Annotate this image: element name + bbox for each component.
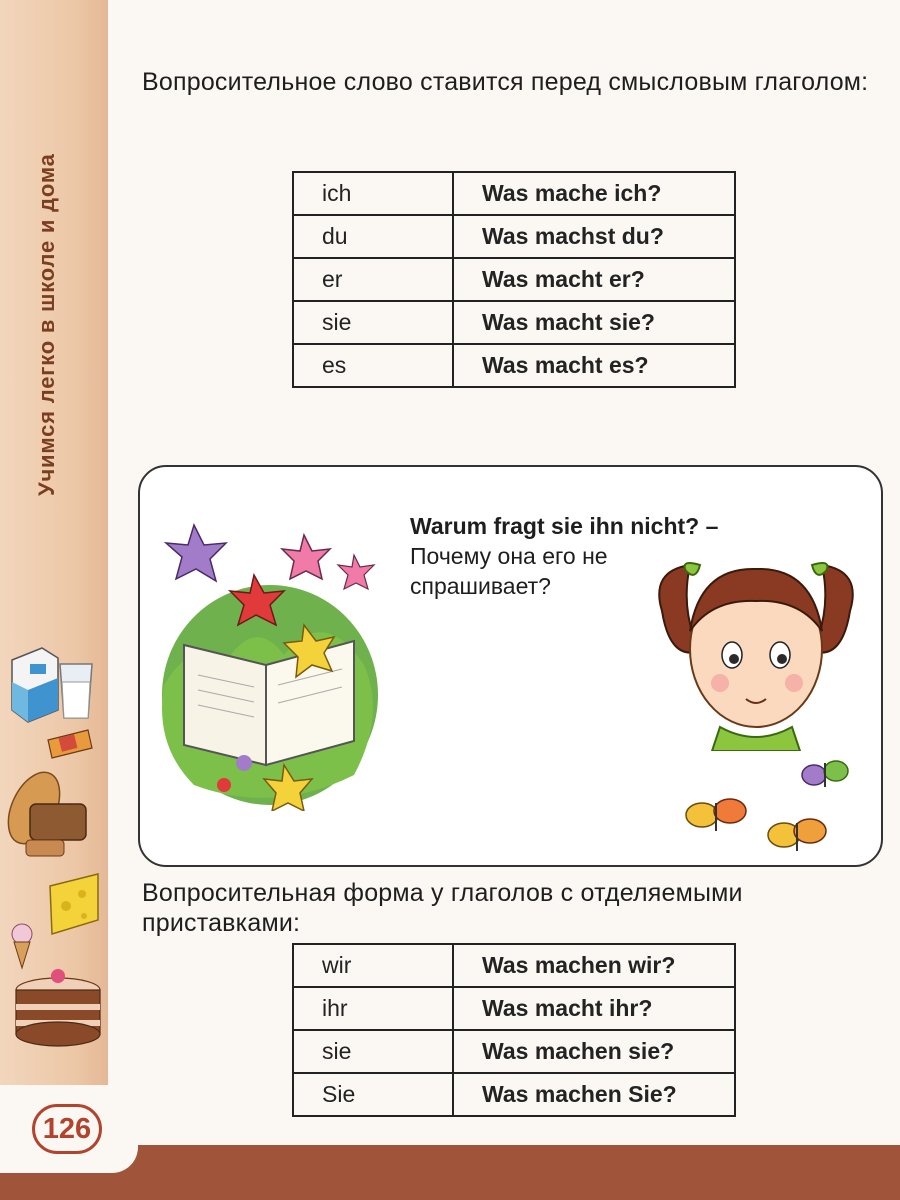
intro-paragraph-2: Вопросительная форма у глаголов с отделяемыми приставками:: [142, 879, 743, 937]
pronoun-cell: ihr: [293, 987, 453, 1030]
table-row: [293, 944, 735, 987]
bread-icon: [0, 764, 86, 856]
russian-translation-line-2: спрашивает?: [410, 573, 551, 599]
pronoun-cell: es: [293, 344, 453, 387]
page-number: 126: [32, 1104, 102, 1154]
butterfly-icon: [768, 819, 826, 851]
table-row: [293, 215, 735, 258]
side-stripe: [0, 0, 108, 1200]
pronoun-cell: ich: [293, 172, 453, 215]
cheese-icon: [50, 874, 98, 934]
book-flowers-illustration: [154, 515, 386, 811]
pronoun-cell: sie: [293, 301, 453, 344]
table-row: [293, 301, 735, 344]
example-callout: [138, 465, 883, 867]
table-row: [293, 987, 735, 1030]
pronoun-cell: er: [293, 258, 453, 301]
question-cell: Was machst du?: [453, 215, 735, 258]
table-row: [293, 172, 735, 215]
conjugation-table-2: [292, 943, 736, 1117]
glass-icon: [60, 664, 92, 718]
german-sentence: Warum fragt sie ihn nicht? –: [410, 513, 719, 539]
question-cell: Was mache ich?: [453, 172, 735, 215]
pronoun-cell: Sie: [293, 1073, 453, 1116]
russian-translation-line-1: Почему она его не: [410, 543, 608, 569]
milk-carton-icon: [12, 648, 58, 722]
series-title: Учимся легко в школе и дома: [34, 153, 59, 496]
table-row: [293, 1030, 735, 1073]
question-cell: Was macht er?: [453, 258, 735, 301]
cake-icon: [16, 969, 100, 1046]
table-row: [293, 258, 735, 301]
butterflies-illustration: [680, 755, 870, 859]
intro-paragraph: Вопросительное слово ставится перед смысловым глаголом:: [142, 68, 869, 96]
question-cell: Was machen Sie?: [453, 1073, 735, 1116]
conjugation-table-1: [292, 171, 736, 388]
question-cell: Was macht ihr?: [453, 987, 735, 1030]
pronoun-cell: du: [293, 215, 453, 258]
girl-illustration: [640, 551, 872, 751]
pronoun-cell: sie: [293, 1030, 453, 1073]
butterfly-icon: [686, 799, 746, 831]
candy-icon: [48, 730, 92, 758]
butterfly-icon: [802, 761, 848, 787]
question-cell: Was machen wir?: [453, 944, 735, 987]
question-cell: Was machen sie?: [453, 1030, 735, 1073]
table-row: [293, 344, 735, 387]
table-row: [293, 1073, 735, 1116]
ice-cream-icon: [12, 924, 32, 968]
question-cell: Was macht es?: [453, 344, 735, 387]
pronoun-cell: wir: [293, 944, 453, 987]
food-illustrations: [0, 630, 108, 1070]
question-cell: Was macht sie?: [453, 301, 735, 344]
